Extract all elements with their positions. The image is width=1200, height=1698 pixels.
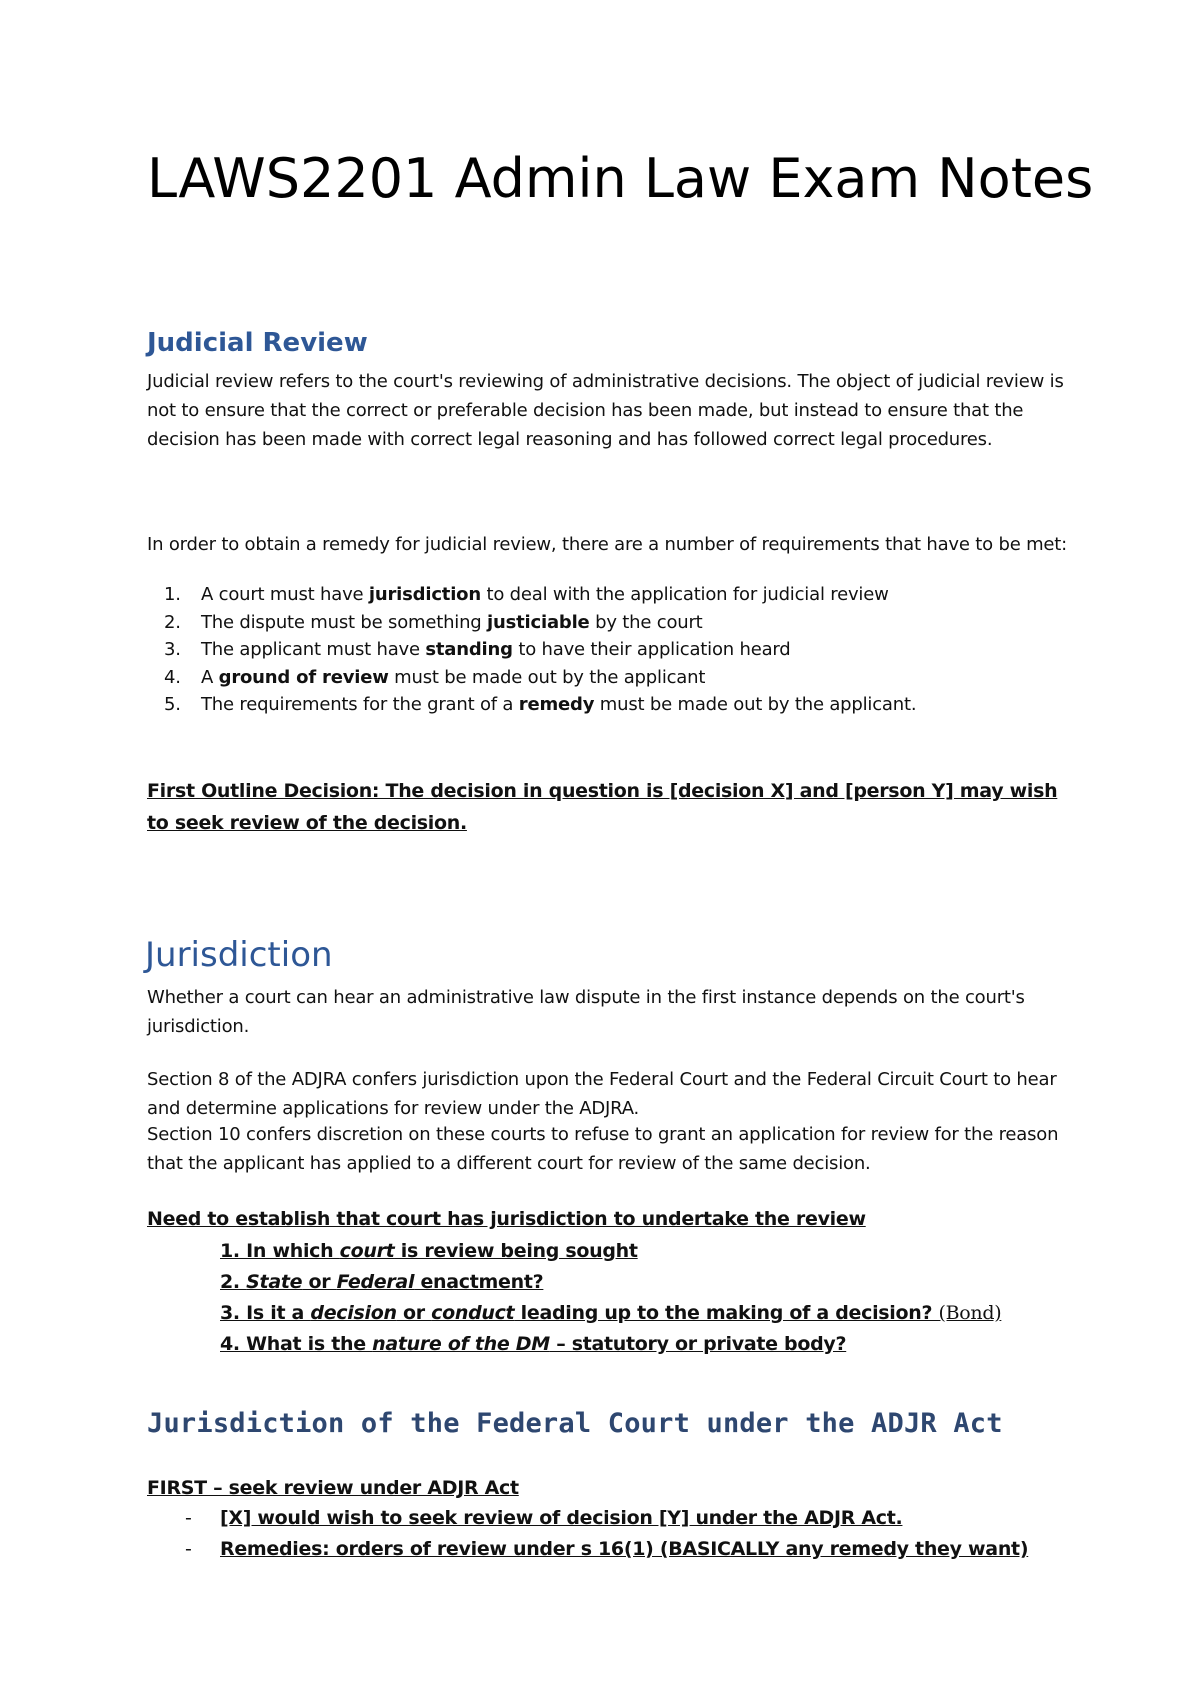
dash-bullet: - [185, 1507, 192, 1529]
list-italic-term: nature of the DM [372, 1333, 550, 1355]
list-text: 2. [220, 1271, 247, 1293]
list-text: The requirements for the grant of a [201, 694, 519, 715]
judicial-review-paragraph-2: In order to obtain a remedy for judicial review, there are a number of requirements that have to be met: [147, 534, 1068, 555]
heading-judicial-review: Judicial Review [147, 328, 368, 358]
jurisdiction-paragraph-3: Section 10 confers discretion on these courts to refuse to grant an application for review for the reason that the applicant has applied to a different court for review of the same decision. [147, 1124, 1059, 1174]
list-item [147, 581, 1077, 609]
list-italic-term: decision [310, 1302, 397, 1324]
list-item [147, 1503, 1077, 1534]
list-text: The dispute must be something [201, 611, 488, 633]
list-text: Remedies: orders of review under s 16(1) (BASICALLY any remedy they want) [220, 1538, 1029, 1560]
list-item [220, 1298, 1080, 1329]
list-bold-term: remedy [518, 694, 595, 715]
list-text: leading up to the making of a decision? [514, 1302, 939, 1324]
list-number: 2. [164, 611, 181, 633]
list-item [147, 1534, 1077, 1565]
federal-dash-list [147, 1503, 1077, 1565]
list-text: enactment? [414, 1271, 544, 1293]
jurisdiction-checklist [220, 1236, 1080, 1360]
list-text: The applicant must have [201, 639, 426, 660]
list-bold-term: jurisdiction [368, 584, 481, 605]
list-text: 4. What is the [220, 1333, 373, 1355]
list-text: must be made out by the applicant. [594, 694, 917, 715]
list-bold-term: justiciable [487, 611, 590, 633]
list-italic-term: court [339, 1240, 395, 1262]
list-text: must be made out by the applicant [388, 666, 706, 688]
list-item [220, 1267, 1080, 1298]
list-text: [X] would wish to seek review of decision [Y] under the ADJR Act. [220, 1507, 903, 1529]
requirements-list [147, 581, 1077, 719]
case-reference: (Bond) [938, 1302, 1002, 1324]
list-number: 5. [164, 694, 181, 715]
list-text: or [396, 1302, 432, 1324]
jurisdiction-paragraph-2: Section 8 of the ADJRA confers jurisdiction upon the Federal Court and the Federal Circuit Court to hear and determine applications for review under the ADJRA. [147, 1069, 1057, 1119]
list-text: A court must have [201, 584, 369, 605]
list-item [147, 609, 1077, 637]
list-number: 3. [164, 639, 181, 660]
list-bold-term: standing [425, 639, 513, 660]
list-item [147, 691, 1077, 719]
list-text: is review being sought [394, 1240, 638, 1262]
list-number: 1. [164, 584, 181, 605]
first-outline-decision: First Outline Decision: The decision in question is [decision X] and [person Y] may wish to seek review of the decision. [147, 780, 1058, 834]
list-text: 1. In which [220, 1240, 340, 1262]
list-text: by the court [589, 611, 703, 633]
dash-bullet: - [185, 1538, 192, 1560]
list-item [220, 1236, 1080, 1267]
list-item [220, 1329, 1080, 1360]
list-bold-term: ground of review [218, 666, 389, 688]
list-italic-term: State [246, 1271, 303, 1293]
list-text: A [201, 666, 219, 688]
list-item [147, 636, 1077, 664]
list-text: – statutory or private body? [549, 1333, 847, 1355]
heading-federal-court-adjr: Jurisdiction of the Federal Court under the ADJR Act [147, 1408, 1003, 1439]
list-text: to have their application heard [512, 639, 791, 660]
need-establish-heading: Need to establish that court has jurisdiction to undertake the review [147, 1208, 866, 1230]
first-seek-review: FIRST – seek review under ADJR Act [147, 1477, 519, 1499]
heading-jurisdiction: Jurisdiction [145, 935, 333, 975]
list-text: 3. Is it a [220, 1302, 311, 1324]
judicial-review-paragraph-1: Judicial review refers to the court's reviewing of administrative decisions. The object of judicial review is not to ensure that the correct or preferable decision has been made, but instead to ensure that the decision has been made with correct legal reasoning and has followed correct legal procedures. [147, 371, 1064, 450]
list-italic-term: conduct [431, 1302, 515, 1324]
list-text: to deal with the application for judicial review [480, 584, 889, 605]
list-italic-term: Federal [336, 1271, 415, 1293]
list-number: 4. [164, 666, 181, 688]
list-item [147, 664, 1077, 692]
list-text: or [302, 1271, 337, 1293]
jurisdiction-paragraph-1: Whether a court can hear an administrative law dispute in the first instance depends on the court's jurisdiction. [147, 987, 1025, 1037]
document-title: LAWS2201 Admin Law Exam Notes [147, 147, 1094, 210]
